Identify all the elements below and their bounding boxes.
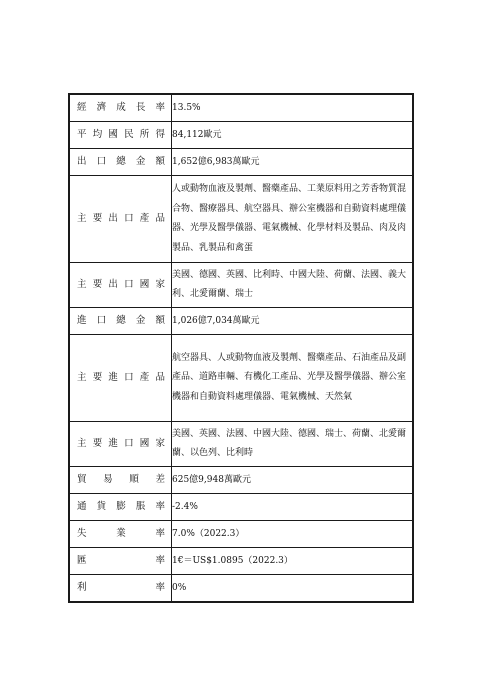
label-char: 進 (77, 315, 87, 327)
label-char: 脹 (135, 501, 146, 513)
label-char: 額 (155, 156, 165, 168)
label-char: 進 (108, 438, 118, 450)
label-char: 口 (124, 372, 134, 384)
label-char: 利 (77, 582, 87, 594)
label-char: 產 (139, 372, 150, 384)
label-char: 所 (139, 129, 150, 141)
label-char: 品 (155, 213, 165, 225)
label-char: 成 (116, 102, 126, 114)
row-value-main-import-countries: 美國、英國、法國、中國大陸、德國、瑞士、荷蘭、北愛爾蘭、以色列、比利時 (172, 422, 414, 467)
label-char: 率 (155, 102, 165, 114)
label-char: 進 (108, 372, 118, 384)
row-value-growth-rate: 13.5% (172, 94, 414, 122)
economic-statistics-table (68, 93, 414, 603)
label-char: 總 (116, 315, 126, 327)
label-char: 率 (155, 501, 165, 513)
row-label-main-export-products (69, 176, 172, 263)
row-label-import-total (69, 308, 172, 335)
label-char: 出 (108, 279, 118, 291)
row-label-main-export-countries (69, 263, 172, 308)
label-char: 國 (139, 279, 150, 291)
label-char: 家 (155, 438, 165, 450)
label-char: 順 (129, 474, 139, 486)
row-value-trade-surplus: 625億9,948萬歐元 (172, 467, 414, 494)
label-char: 經 (77, 102, 87, 114)
label-char: 通 (77, 501, 87, 513)
row-value-unemployment-rate: 7.0%（2022.3） (172, 521, 414, 548)
table-row-main-import-countries (69, 422, 413, 467)
label-char: 要 (92, 279, 103, 291)
label-char: 要 (92, 438, 103, 450)
table-row-inflation-rate (69, 494, 413, 521)
row-value-exchange-rate: 1€＝US$1.0895（2022.3） (172, 548, 414, 575)
row-label-per-capita-income (69, 122, 172, 149)
label-char: 平 (77, 129, 87, 141)
row-value-per-capita-income: 84,112歐元 (172, 122, 414, 149)
label-char: 匯 (77, 555, 87, 567)
label-char: 產 (139, 213, 150, 225)
label-char: 主 (77, 372, 87, 384)
label-char: 長 (135, 102, 146, 114)
label-char: 出 (77, 156, 87, 168)
label-char: 均 (92, 129, 103, 141)
label-char: 國 (139, 438, 150, 450)
row-value-import-total: 1,026億7,034萬歐元 (172, 308, 414, 335)
row-label-exchange-rate (69, 548, 172, 575)
row-value-interest-rate: 0% (172, 575, 414, 603)
label-char: 貿 (77, 474, 87, 486)
label-char: 主 (77, 438, 87, 450)
table-row-per-capita-income (69, 122, 413, 149)
label-char: 濟 (96, 102, 107, 114)
label-char: 金 (135, 156, 146, 168)
label-char: 率 (155, 528, 165, 540)
table-row-trade-surplus (69, 467, 413, 494)
label-char: 口 (124, 213, 134, 225)
label-char: 主 (77, 279, 87, 291)
label-char: 家 (155, 279, 165, 291)
label-char: 膨 (116, 501, 126, 513)
table-row-main-export-products (69, 176, 413, 263)
label-char: 出 (108, 213, 118, 225)
label-char: 口 (96, 156, 107, 168)
label-char: 業 (116, 528, 126, 540)
row-label-interest-rate (69, 575, 172, 603)
label-char: 貨 (96, 501, 107, 513)
label-char: 易 (103, 474, 113, 486)
label-char: 品 (155, 372, 165, 384)
row-value-export-total: 1,652億6,983萬歐元 (172, 149, 414, 176)
label-char: 口 (124, 279, 134, 291)
row-label-main-import-countries (69, 422, 172, 467)
row-label-unemployment-rate (69, 521, 172, 548)
label-char: 得 (155, 129, 165, 141)
label-char: 民 (124, 129, 134, 141)
label-char: 差 (155, 474, 165, 486)
label-char: 額 (155, 315, 165, 327)
table-row-main-import-products (69, 335, 413, 422)
row-label-inflation-rate (69, 494, 172, 521)
label-char: 口 (124, 438, 134, 450)
label-char: 口 (96, 315, 107, 327)
table-row-export-total (69, 149, 413, 176)
table-row-main-export-countries (69, 263, 413, 308)
label-char: 失 (77, 528, 87, 540)
table-row-interest-rate (69, 575, 413, 603)
label-char: 要 (92, 372, 103, 384)
label-char: 總 (116, 156, 126, 168)
label-char: 金 (135, 315, 146, 327)
label-char: 率 (155, 555, 165, 567)
label-char: 國 (108, 129, 118, 141)
row-value-main-export-countries: 美國、德國、英國、比利時、中國大陸、荷蘭、法國、義大利、北愛爾蘭、瑞士 (172, 263, 414, 308)
row-label-growth-rate (69, 94, 172, 122)
row-label-export-total (69, 149, 172, 176)
table-row-import-total (69, 308, 413, 335)
row-value-main-import-products: 航空器具、人或動物血液及製劑、醫藥產品、石油產品及副產品、道路車輛、有機化工產品、光學及醫學儀器、辦公室機器和自動資料處理儀器、電氣機械、天然氣 (172, 335, 414, 422)
table-row-exchange-rate (69, 548, 413, 575)
row-value-inflation-rate: -2.4% (172, 494, 414, 521)
row-label-main-import-products (69, 335, 172, 422)
label-char: 主 (77, 213, 87, 225)
label-char: 率 (155, 582, 165, 594)
table-row-unemployment-rate (69, 521, 413, 548)
row-value-main-export-products: 人或動物血液及製劑、醫藥產品、工業原料用之芳香物質混合物、醫療器具、航空器具、辦公室機器和自動資料處理儀器、光學及醫學儀器、電氣機械、化學材料及製品、肉及肉製品、乳製品和禽蛋 (172, 176, 414, 263)
label-char: 要 (92, 213, 103, 225)
table-row-growth-rate (69, 94, 413, 122)
row-label-trade-surplus (69, 467, 172, 494)
